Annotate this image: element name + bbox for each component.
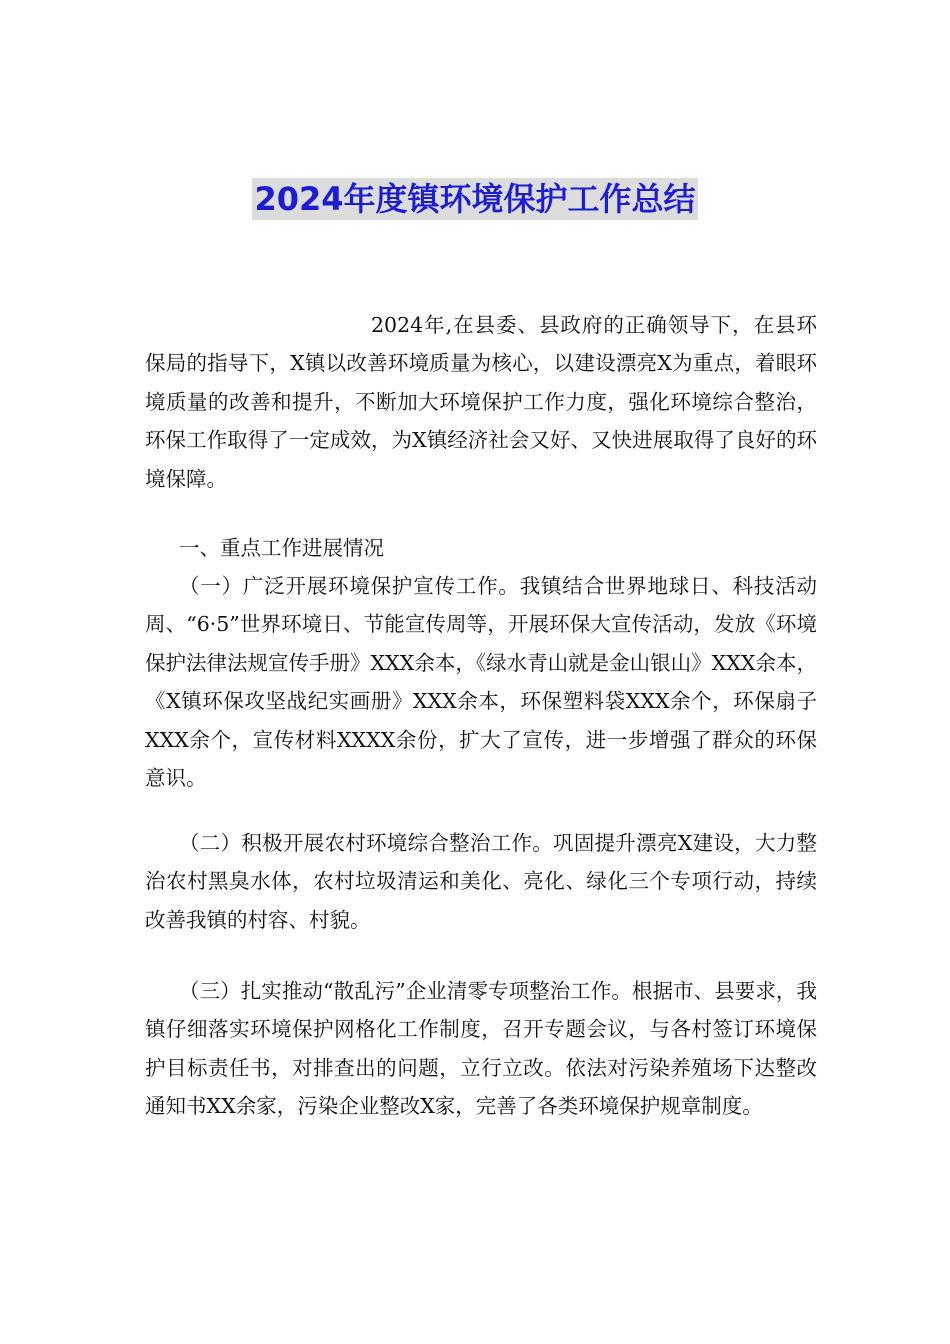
section-item-3: （三）扎实推动“散乱污”企业清零专项整治工作。根据市、县要求，我镇仔细落实环境保护网格化工作制度，召开专题会议，与各村签订环境保护目标责任书，对排查出的问题，立行立改。依法对污染养殖场下达整改通知书XX余家，污染企业整改X家，完善了各类环境保护规章制度。	[145, 979, 817, 1119]
section-item-1: （一）广泛开展环境保护宣传工作。我镇结合世界地球日、科技活动周、“6·5”世界环境日、节能宣传周等，开展环保大宣传活动，发放《环境保护法律法规宣传手册》XXX余本，《绿水青山就是金山银山》XXX余本，《X镇环保攻坚战纪实画册》XXX余本，环保塑料袋XXX余个，环保扇子XXX余个，宣传材料XXXX余份，扩大了宣传，进一步增强了群众的环保意识。	[145, 574, 817, 791]
document-title: 2024年度镇环境保护工作总结	[254, 180, 696, 218]
section-item-2: （二）积极开展农村环境综合整治工作。巩固提升漂亮X建设，大力整治农村黑臭水体，农村垃圾清运和美化、亮化、绿化三个专项行动，持续改善我镇的村容、村貌。	[145, 831, 817, 932]
intro-paragraph: 2024年,在县委、县政府的正确领导下，在县环保局的指导下，X镇以改善环境质量为核心，以建设漂亮X为重点，着眼环境质量的改善和提升，不断加大环境保护工作力度，强化环境综合整治，环保工作取得了一定成效，为X镇经济社会又好、又快进展取得了良好的环境保障。	[145, 313, 817, 491]
section-heading: 一、重点工作进展情况	[179, 536, 384, 560]
title-container	[0, 178, 950, 220]
